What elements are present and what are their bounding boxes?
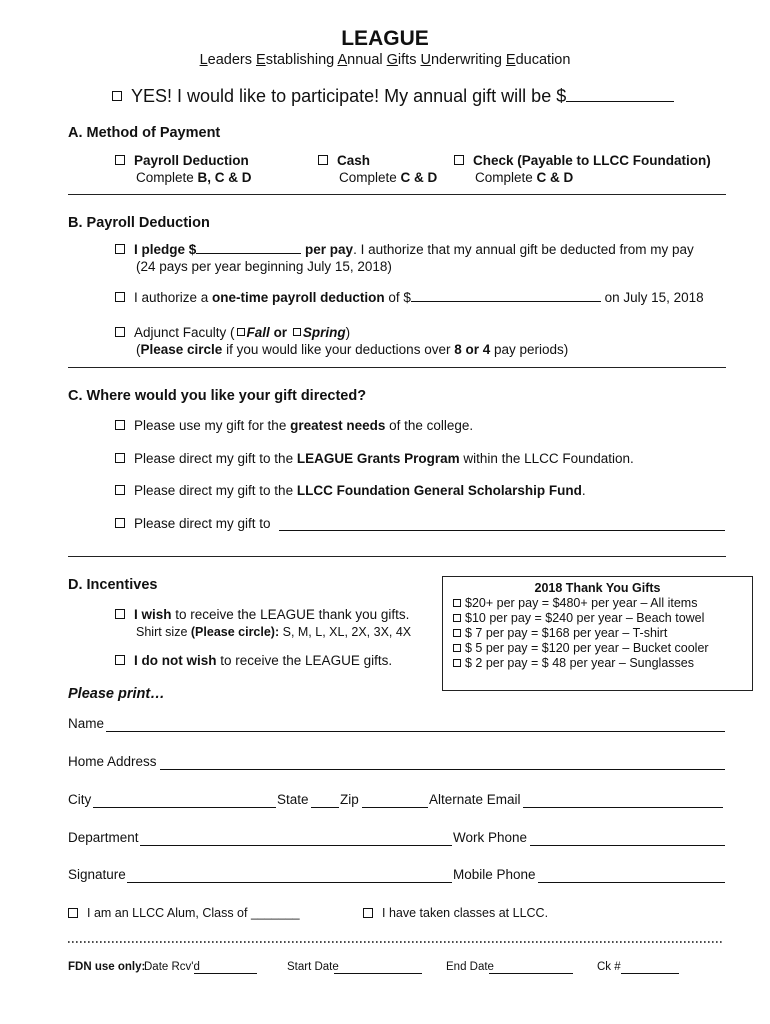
gift-option-checkbox[interactable] <box>453 629 461 637</box>
divider <box>68 556 726 557</box>
gift-direction-greatest-needs: Please use my gift for the greatest needs of the college. <box>115 418 473 433</box>
gift-option-checkbox[interactable] <box>453 644 461 652</box>
other-direction-field[interactable] <box>279 530 725 531</box>
pledge-note: (24 pays per year beginning July 15, 2018) <box>136 259 392 274</box>
subtitle-word: Underwriting <box>420 52 502 68</box>
work-phone-label: Work Phone <box>453 830 528 845</box>
incentive-wish-row: I wish to receive the LEAGUE thank you gifts. Shirt size (Please circle): S, M, L, XL, 2X, 3X, 4X <box>115 606 411 641</box>
other-direction-checkbox[interactable] <box>115 518 125 528</box>
payment-option-payroll <box>115 152 252 186</box>
adjunct-note: (Please circle if you would like your deductions over 8 or 4 pay periods) <box>136 342 569 357</box>
start-date-label: Start Date <box>287 961 339 973</box>
gift-option-checkbox[interactable] <box>453 659 461 667</box>
section-b-heading: B. Payroll Deduction <box>68 215 210 231</box>
cash-note: Complete C & D <box>339 170 438 185</box>
work-phone-field[interactable] <box>530 845 725 846</box>
fdn-use-label: FDN use only: <box>68 961 146 973</box>
gift-direction-grants: Please direct my gift to the LEAGUE Grants Program within the LLCC Foundation. <box>115 451 634 466</box>
check-number-label: Ck # <box>597 961 621 973</box>
gift-option-row: $ 2 per pay = $ 48 per year – Sunglasses <box>453 656 742 671</box>
zip-field[interactable] <box>362 807 428 808</box>
check-number-field[interactable] <box>621 973 679 974</box>
date-received-field[interactable] <box>194 973 257 974</box>
department-label: Department <box>68 830 139 845</box>
gift-option-row: $10 per pay = $240 per year – Beach towel <box>453 611 742 626</box>
pledge-amount-field[interactable] <box>196 242 301 254</box>
classes-row: I have taken classes at LLCC. <box>363 906 548 920</box>
participate-checkbox[interactable] <box>112 91 122 101</box>
fall-checkbox[interactable] <box>237 328 245 336</box>
alternate-email-field[interactable] <box>523 807 723 808</box>
pledge-row: I pledge $ per pay. I authorize that my annual gift be deducted from my pay (24 pays per year beginning July 15, 2018) <box>115 241 694 275</box>
gift-option-row: $20+ per pay = $480+ per year – All items <box>453 596 742 611</box>
cash-checkbox[interactable] <box>318 155 328 165</box>
check-checkbox[interactable] <box>454 155 464 165</box>
payroll-deduction-label: Payroll Deduction <box>134 153 249 168</box>
state-field[interactable] <box>311 807 339 808</box>
onetime-row: I authorize a one-time payroll deduction of $ on July 15, 2018 <box>115 290 704 305</box>
thank-you-gifts-box <box>442 576 753 691</box>
alternate-email-label: Alternate Email <box>429 792 521 807</box>
gift-option-row: $ 5 per pay = $120 per year – Bucket cooler <box>453 641 742 656</box>
date-received-label: Date Rcv'd <box>144 961 200 973</box>
pledge-checkbox[interactable] <box>115 244 125 254</box>
end-date-field[interactable] <box>489 973 573 974</box>
dotted-divider <box>68 940 723 944</box>
cash-label: Cash <box>337 153 371 168</box>
department-field[interactable] <box>140 845 452 846</box>
signature-label: Signature <box>68 867 126 882</box>
thank-you-gifts-title: 2018 Thank You Gifts <box>534 581 661 595</box>
notwish-checkbox[interactable] <box>115 655 125 665</box>
greatest-needs-checkbox[interactable] <box>115 420 125 430</box>
signature-field[interactable] <box>127 882 452 883</box>
section-c-heading: C. Where would you like your gift directed? <box>68 388 367 404</box>
grants-program-checkbox[interactable] <box>115 453 125 463</box>
home-address-field[interactable] <box>160 769 725 770</box>
city-label: City <box>68 792 92 807</box>
wish-checkbox[interactable] <box>115 609 125 619</box>
zip-label: Zip <box>340 792 359 807</box>
subtitle-word: Establishing <box>256 52 335 68</box>
name-field[interactable] <box>106 731 725 732</box>
participate-row <box>112 86 674 107</box>
gift-direction-other: Please direct my gift to <box>115 516 271 531</box>
onetime-checkbox[interactable] <box>115 292 125 302</box>
check-label: Check (Payable to LLCC Foundation) <box>473 153 711 168</box>
scholarship-fund-checkbox[interactable] <box>115 485 125 495</box>
home-address-label: Home Address <box>68 754 157 769</box>
payment-option-check <box>454 152 711 186</box>
gift-option-checkbox[interactable] <box>453 614 461 622</box>
onetime-amount-field[interactable] <box>411 290 601 302</box>
adjunct-row: Adjunct Faculty ( Fall or Spring) (Please circle if you would like your deductions over 8 or 4 pay periods) <box>115 324 568 358</box>
end-date-label: End Date <box>446 961 494 973</box>
gift-direction-scholarship: Please direct my gift to the LLCC Foundation General Scholarship Fund. <box>115 483 586 498</box>
section-a-heading: A. Method of Payment <box>68 125 221 141</box>
subtitle-word: Education <box>505 52 571 68</box>
incentive-notwish-row: I do not wish to receive the LEAGUE gifts. <box>115 653 392 668</box>
page-subtitle <box>0 52 770 68</box>
start-date-field[interactable] <box>334 973 422 974</box>
participate-text: YES! I would like to participate! My annual gift will be $ <box>131 86 567 106</box>
alum-checkbox[interactable] <box>68 908 78 918</box>
mobile-phone-field[interactable] <box>538 882 725 883</box>
adjunct-checkbox[interactable] <box>115 327 125 337</box>
payroll-deduction-note: Complete B, C & D <box>136 170 252 185</box>
gift-option-row: $ 7 per pay = $168 per year – T-shirt <box>453 626 742 641</box>
subtitle-word: Annual <box>337 52 383 68</box>
divider <box>68 194 726 195</box>
name-label: Name <box>68 716 105 731</box>
please-print-label: Please print… <box>68 686 165 702</box>
subtitle-word: Gifts <box>386 52 417 68</box>
payment-option-cash <box>318 152 437 186</box>
check-note: Complete C & D <box>475 170 574 185</box>
gift-option-checkbox[interactable] <box>453 599 461 607</box>
state-label: State <box>277 792 309 807</box>
alum-row: I am an LLCC Alum, Class of _______ <box>68 906 300 920</box>
fdn-use-row <box>68 961 145 973</box>
mobile-phone-label: Mobile Phone <box>453 867 536 882</box>
subtitle-word: Leaders <box>199 52 252 68</box>
shirt-size-note: Shirt size (Please circle): S, M, L, XL, 2X, 3X, 4X <box>136 625 412 639</box>
page-title: LEAGUE <box>341 27 429 50</box>
annual-gift-amount-field[interactable] <box>566 90 674 102</box>
spring-checkbox[interactable] <box>293 328 301 336</box>
payroll-deduction-checkbox[interactable] <box>115 155 125 165</box>
classes-checkbox[interactable] <box>363 908 373 918</box>
city-field[interactable] <box>93 807 276 808</box>
divider <box>68 367 726 368</box>
section-d-heading: D. Incentives <box>68 577 158 593</box>
